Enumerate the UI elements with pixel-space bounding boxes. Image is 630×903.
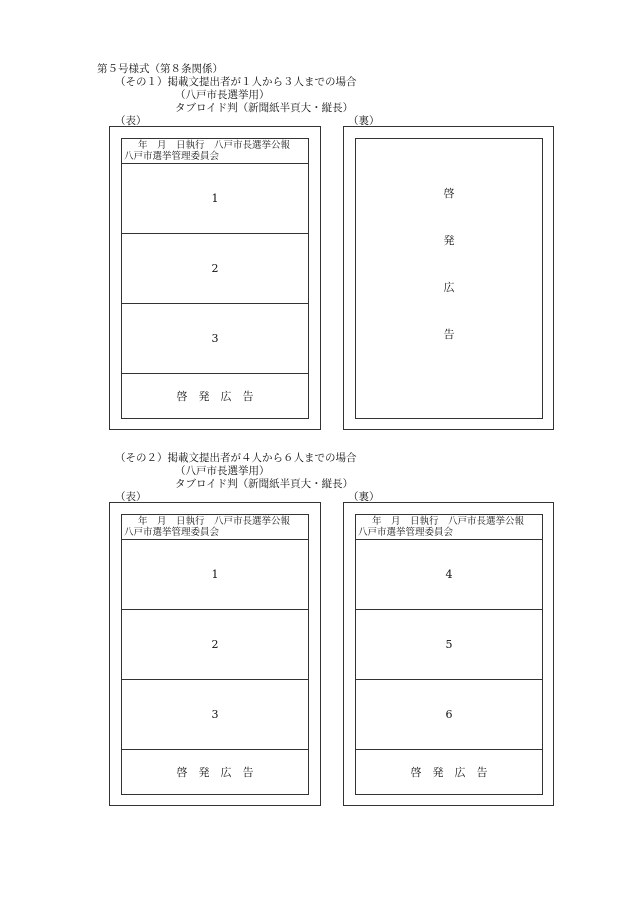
submitter-section-3: 3 [122, 680, 308, 750]
form-title: 第５号様式（第８条関係） [97, 63, 223, 75]
awareness-ad-footer: 啓発広告 [410, 766, 499, 779]
bulletin-header-date: 年 月 日執行 八戸市長選挙公報 [138, 516, 291, 527]
part1-back-sheet [343, 126, 554, 430]
part2-back-sheet [343, 502, 554, 806]
part2-heading: （その２）掲載文提出者が４人から６人までの場合 [115, 452, 357, 464]
part2-back-label: （裏） [348, 491, 380, 503]
bulletin-header-date: 年 月 日執行 八戸市長選挙公報 [138, 140, 291, 151]
part2-back-layout [355, 514, 543, 795]
submitter-section-5: 5 [356, 610, 542, 680]
part1-front-label: （表） [115, 115, 147, 127]
part2-front-layout [121, 514, 309, 795]
bulletin-header [122, 515, 308, 540]
submitter-section-1: 1 [122, 164, 308, 234]
awareness-ad-footer: 啓発広告 [176, 766, 265, 779]
submitter-section-3: 3 [122, 304, 308, 374]
bulletin-header-committee: 八戸市選挙管理委員会 [358, 526, 454, 538]
part1-subtitle-format: タブロイド判（新聞紙半頁大・縦長） [175, 102, 354, 114]
awareness-ad-vertical-char-1: 啓 [443, 187, 455, 200]
bulletin-header [122, 139, 308, 164]
awareness-ad-footer: 啓発広告 [176, 390, 265, 403]
bulletin-header-committee: 八戸市選挙管理委員会 [124, 150, 220, 162]
part1-heading: （その１）掲載文提出者が１人から３人までの場合 [115, 76, 357, 88]
bulletin-header-committee: 八戸市選挙管理委員会 [124, 526, 220, 538]
part1-front-sheet [109, 126, 321, 430]
part1-subtitle-election: （八戸市長選挙用） [175, 89, 270, 101]
bulletin-header [356, 515, 542, 540]
part1-back-label: （裏） [348, 115, 380, 127]
awareness-ad-vertical-char-2: 発 [443, 234, 455, 247]
submitter-section-6: 6 [356, 680, 542, 750]
awareness-ad-vertical-char-4: 告 [443, 328, 455, 341]
submitter-section-4: 4 [356, 540, 542, 610]
part2-front-label: （表） [115, 491, 147, 503]
part2-subtitle-format: タブロイド判（新聞紙半頁大・縦長） [175, 478, 354, 490]
submitter-section-2: 2 [122, 610, 308, 680]
bulletin-header-date: 年 月 日執行 八戸市長選挙公報 [372, 516, 525, 527]
part1-back-layout [355, 138, 543, 419]
part1-front-layout [121, 138, 309, 419]
part2-front-sheet [109, 502, 321, 806]
submitter-section-2: 2 [122, 234, 308, 304]
submitter-section-1: 1 [122, 540, 308, 610]
part2-subtitle-election: （八戸市長選挙用） [175, 465, 270, 477]
awareness-ad-vertical-char-3: 広 [443, 281, 455, 294]
